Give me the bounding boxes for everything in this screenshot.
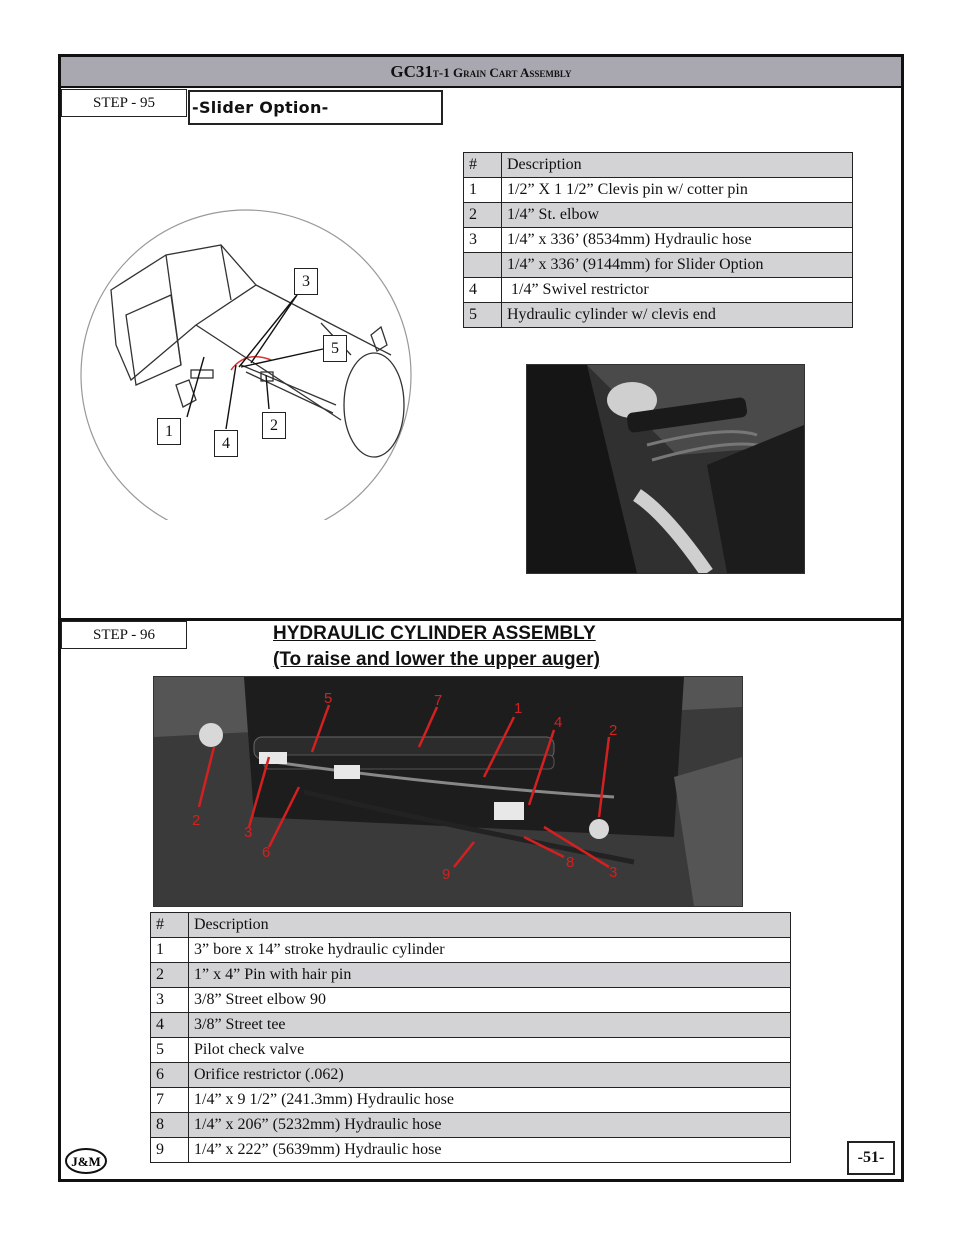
part-description: 1/4” St. elbow	[502, 203, 853, 228]
part-description: 1” x 4” Pin with hair pin	[189, 963, 791, 988]
part-number: 5	[464, 303, 502, 328]
callout-3: 3	[294, 268, 318, 295]
callout-2: 2	[262, 412, 286, 439]
part-number: 4	[464, 278, 502, 303]
table-row	[151, 1138, 791, 1163]
part-number: 7	[151, 1088, 189, 1113]
table-row	[151, 963, 791, 988]
part-number: 2	[464, 203, 502, 228]
photo-label-8: 8	[566, 854, 575, 871]
part-number: 1	[151, 938, 189, 963]
photo-label-5: 5	[324, 690, 333, 707]
part-number: 1	[464, 178, 502, 203]
page-frame	[58, 54, 904, 1182]
table-row	[151, 938, 791, 963]
column-header-description: Description	[189, 913, 791, 938]
page-title: GC31t-1 Grain Cart Assembly	[61, 57, 901, 88]
photo-label-9: 9	[442, 866, 451, 883]
step-96-parts-table	[150, 912, 791, 1163]
part-description: 1/2” X 1 1/2” Clevis pin w/ cotter pin	[502, 178, 853, 203]
part-description: Pilot check valve	[189, 1038, 791, 1063]
part-number: 2	[151, 963, 189, 988]
part-description: 1/4” x 206” (5232mm) Hydraulic hose	[189, 1113, 791, 1138]
part-number: 5	[151, 1038, 189, 1063]
photo-label-2-right: 2	[609, 722, 618, 739]
photo-label-3-left: 3	[244, 824, 253, 841]
photo-label-7: 7	[434, 692, 443, 709]
part-description: 1/4” x 336’ (8534mm) Hydraulic hose	[502, 228, 853, 253]
callout-1: 1	[157, 418, 181, 445]
photo-label-4: 4	[554, 714, 563, 731]
part-description: 1/4” x 9 1/2” (241.3mm) Hydraulic hose	[189, 1088, 791, 1113]
part-number: 6	[151, 1063, 189, 1088]
part-description: 1/4” x 222” (5639mm) Hydraulic hose	[189, 1138, 791, 1163]
part-number: 9	[151, 1138, 189, 1163]
step-96-heading	[273, 621, 600, 673]
column-header-number: #	[464, 153, 502, 178]
table-header-row	[464, 153, 853, 178]
part-number: 8	[151, 1113, 189, 1138]
part-number	[464, 253, 502, 278]
step-95-parts-table	[463, 152, 853, 328]
table-row	[151, 1038, 791, 1063]
hydraulic-cylinder-photo	[153, 676, 743, 907]
callout-4: 4	[214, 430, 238, 457]
part-description: 1/4” Swivel restrictor	[502, 278, 853, 303]
column-header-description: Description	[502, 153, 853, 178]
table-header-row	[151, 913, 791, 938]
slider-cylinder-photo	[526, 364, 805, 574]
step-96-label: STEP - 96	[61, 621, 187, 649]
table-row	[464, 278, 853, 303]
part-description: 3” bore x 14” stroke hydraulic cylinder	[189, 938, 791, 963]
heading-line-1: HYDRAULIC CYLINDER ASSEMBLY	[273, 623, 596, 644]
part-description: 1/4” x 336’ (9144mm) for Slider Option	[502, 253, 853, 278]
table-row	[151, 1013, 791, 1038]
title-suffix: t-1 Grain Cart Assembly	[432, 65, 572, 80]
table-row	[464, 228, 853, 253]
table-row	[151, 1113, 791, 1138]
photo-label-1: 1	[514, 700, 523, 717]
part-number: 4	[151, 1013, 189, 1038]
jm-logo	[64, 1147, 108, 1175]
table-row	[151, 1088, 791, 1113]
table-row	[464, 303, 853, 328]
logo-text: J&M	[71, 1154, 101, 1169]
photo-label-3-right: 3	[609, 864, 618, 881]
step-95-label: STEP - 95	[61, 89, 187, 117]
table-row	[464, 178, 853, 203]
table-row	[151, 988, 791, 1013]
part-number: 3	[464, 228, 502, 253]
photo-label-2-left: 2	[192, 812, 201, 829]
heading-line-2: (To raise and lower the upper auger)	[273, 649, 600, 670]
part-description: Hydraulic cylinder w/ clevis end	[502, 303, 853, 328]
table-row	[464, 253, 853, 278]
part-number: 3	[151, 988, 189, 1013]
part-description: 3/8” Street elbow 90	[189, 988, 791, 1013]
photo-label-6: 6	[262, 844, 271, 861]
slider-option-heading: -Slider Option-	[188, 90, 443, 125]
column-header-number: #	[151, 913, 189, 938]
part-description: 3/8” Street tee	[189, 1013, 791, 1038]
callout-5: 5	[323, 335, 347, 362]
page-number: -51-	[847, 1141, 895, 1175]
part-description: Orifice restrictor (.062)	[189, 1063, 791, 1088]
table-row	[151, 1063, 791, 1088]
table-row	[464, 203, 853, 228]
